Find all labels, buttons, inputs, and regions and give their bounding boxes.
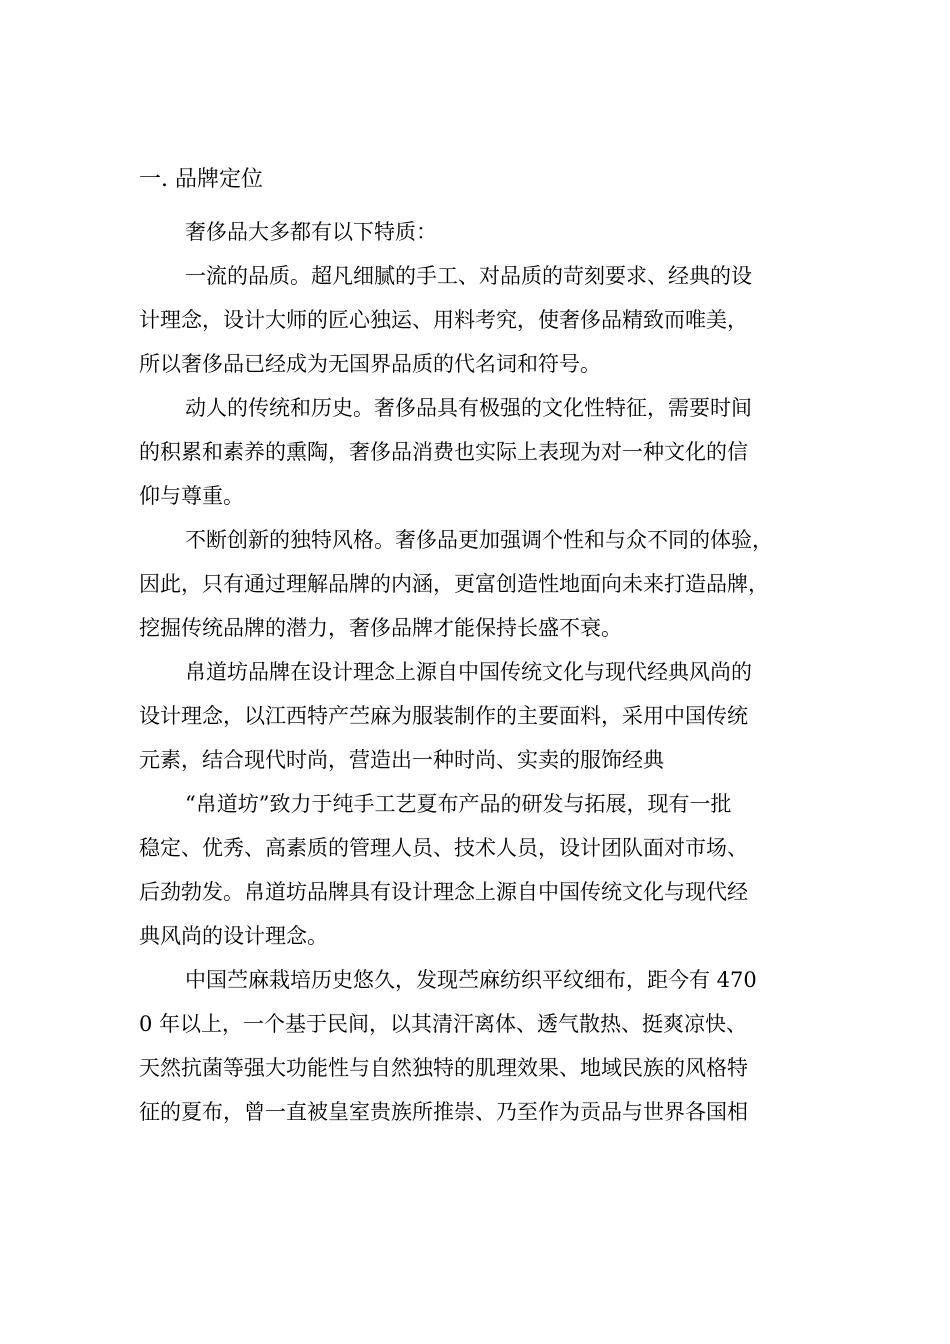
text-line: 因此，只有通过理解品牌的内涵，更富创造性地面向未来打造品牌，: [139, 572, 769, 596]
text-line: 不断创新的独特风格。奢侈品更加强调个性和与众不同的体验，: [185, 528, 773, 552]
section-heading: 一. 品牌定位: [139, 167, 263, 192]
text-line: 一流的品质。超凡细腻的手工、对品质的苛刻要求、经典的设: [185, 264, 752, 288]
text-line: 元素，结合现代时尚，营造出一种时尚、实卖的服饰经典: [139, 748, 664, 772]
text-line: 征的夏布，曾一直被皇室贵族所推崇、乃至作为贡品与世界各国相: [139, 1100, 748, 1124]
text-line: 天然抗菌等强大功能性与自然独特的肌理效果、地域民族的风格特: [139, 1056, 748, 1080]
text-line: 0 年以上，一个基于民间，以其清汗离体、透气散热、挺爽凉快、: [139, 1012, 748, 1036]
text-line: 奢侈品大多都有以下特质：: [185, 220, 437, 244]
text-line: 帛道坊品牌在设计理念上源自中国传统文化与现代经典风尚的: [185, 660, 752, 684]
paragraph: [139, 254, 824, 386]
text-line: 的积累和素养的熏陶，奢侈品消费也实际上表现为对一种文化的信: [139, 440, 748, 464]
text-line: 后劲勃发。帛道坊品牌具有设计理念上源自中国传统文化与现代经: [139, 880, 748, 904]
paragraph: [139, 518, 824, 650]
text-line: 计理念，设计大师的匠心独运、用料考究，使奢侈品精致而唯美，: [139, 308, 748, 332]
text-line: 典风尚的设计理念。: [139, 924, 328, 948]
paragraph: [139, 958, 824, 1134]
document-body: [139, 210, 824, 1134]
paragraph: [139, 386, 824, 518]
paragraph: [139, 210, 824, 254]
text-line: 挖掘传统品牌的潜力，奢侈品牌才能保持长盛不衰。: [139, 616, 622, 640]
text-line: 中国苎麻栽培历史悠久，发现苎麻纺织平纹细布，距今有 470: [185, 968, 757, 992]
text-line: 所以奢侈品已经成为无国界品质的代名词和符号。: [139, 352, 601, 376]
paragraph: [139, 782, 824, 958]
text-line: 动人的传统和历史。奢侈品具有极强的文化性特征，需要时间: [185, 396, 752, 420]
text-line: 仰与尊重。: [139, 484, 244, 508]
text-line: “帛道坊”致力于纯手工艺夏布产品的研发与拓展，现有一批: [185, 792, 732, 816]
text-line: 设计理念，以江西特产苎麻为服装制作的主要面料，采用中国传统: [139, 704, 748, 728]
paragraph: [139, 650, 824, 782]
text-line: 稳定、优秀、高素质的管理人员、技术人员，设计团队面对市场、: [139, 836, 748, 860]
